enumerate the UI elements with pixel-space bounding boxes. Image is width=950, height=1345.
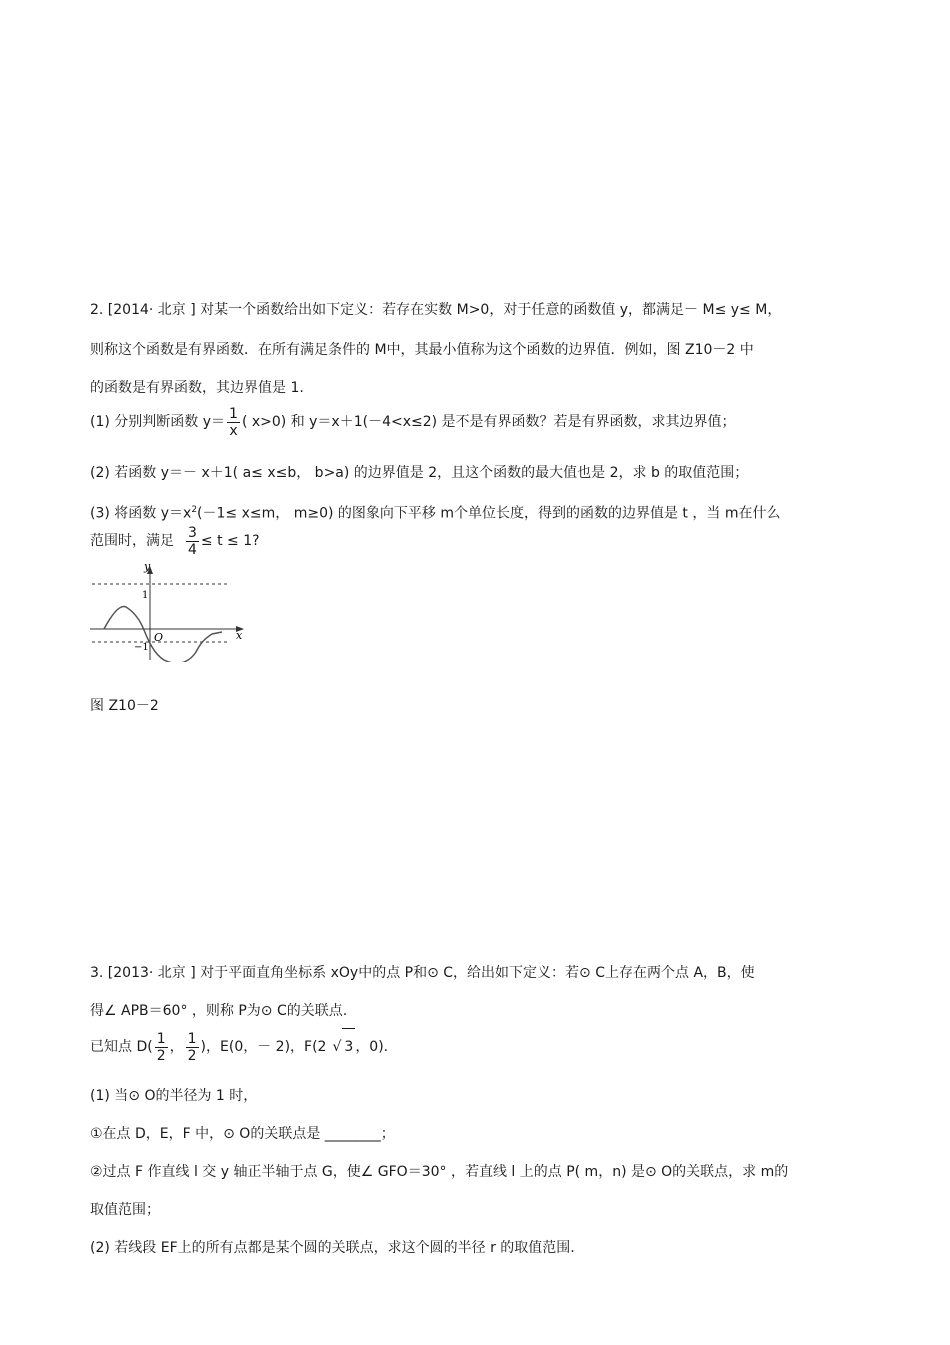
problem2-line1: 2. [2014· 北京 ] 对某一个函数给出如下定义：若存在实数 M>0，对于任意的函数值 y，都满足－ M≤ y≤ M，: [90, 302, 782, 318]
fraction-d-x: $\frac{1}{2}$: [156, 1030, 166, 1064]
problem3-known-points: 已知点 D( $\frac{1}{2}$ ， $\frac{1}{2}$ )，E(0，－ 2)，F(2 √ 3 ，0).: [90, 1028, 870, 1065]
exponent: 2: [191, 505, 198, 515]
problem3-question1-ii-cont: 取值范围；: [90, 1202, 160, 1218]
fraction-3-over-4: $\frac{3}{4}$: [188, 524, 197, 558]
problem2-question2: (2) 若函数 y＝－ x＋1( a≤ x≤b， b>a) 的边界值是 2，且这个函数的最大值也是 2，求 b 的取值范围；: [90, 465, 749, 481]
problem2-line3: 的函数是有界函数，其边界值是 1.: [90, 380, 304, 396]
problem2-question3: (3) 将函数 $y=x^2(-1\le x\le m$， m≥0) 的图象向下平移 m个单位长度，得到的函数的边界值是 t ，当 m在什么: [90, 505, 781, 522]
q1-text-a: (1) 分别判断函数 y＝: [90, 414, 226, 430]
q1-text-b: ( x>0) 和 y＝x＋1(－4<x≤2) 是不是有界函数？若是有界函数，求其边界值；: [241, 414, 736, 430]
problem2-question1: [90, 405, 870, 439]
problem3-question2: (2) 若线段 EF上的所有点都是某个圆的关联点，求这个圆的半径 r 的取值范围.: [90, 1240, 575, 1256]
problem3-question1: (1) 当⊙ O的半径为 1 时，: [90, 1088, 258, 1104]
problem3-line2: 得∠ APB＝60° ，则称 P为⊙ C的关联点.: [90, 1003, 348, 1019]
sqrt-radicand: 3: [342, 1028, 355, 1065]
function-graph-svg: [90, 562, 250, 662]
problem2-line2: 则称这个函数是有界函数．在所有满足条件的 M中，其最小值称为这个函数的边界值．例如，图 Z10－2 中: [90, 342, 754, 358]
tick-label-neg1: −1: [134, 642, 149, 653]
problem3-question1-ii: ②过点 F 作直线 l 交 y 轴正半轴于点 G，使∠ GFO＝30° ，若直线 l 上的点 P( m，n) 是⊙ O的关联点，求 m的: [90, 1164, 789, 1180]
sqrt-sign: √: [332, 1039, 342, 1055]
origin-label: O: [154, 631, 164, 644]
y-axis-label: y: [144, 562, 151, 573]
fraction-1-over-x: $\frac{1}{x}$: [229, 405, 238, 439]
figure-caption: 图 Z10－2: [90, 698, 159, 714]
tick-label-1: 1: [142, 590, 149, 601]
problem3-question1-i: ①在点 D，E，F 中，⊙ O的关联点是 ________；: [90, 1126, 395, 1142]
problem2-question3-cont: 范围时，满足 $\frac{3}{4}$ ≤ t ≤ 1?: [90, 524, 260, 558]
problem3-line1: 3. [2013· 北京 ] 对于平面直角坐标系 xOy中的点 P和⊙ C，给出如下定义：若⊙ C上存在两个点 A，B，使: [90, 965, 755, 981]
fraction-d-y: $\frac{1}{2}$: [187, 1030, 197, 1064]
x-axis-label: x: [236, 629, 243, 642]
function-graph-figure: [90, 562, 250, 666]
